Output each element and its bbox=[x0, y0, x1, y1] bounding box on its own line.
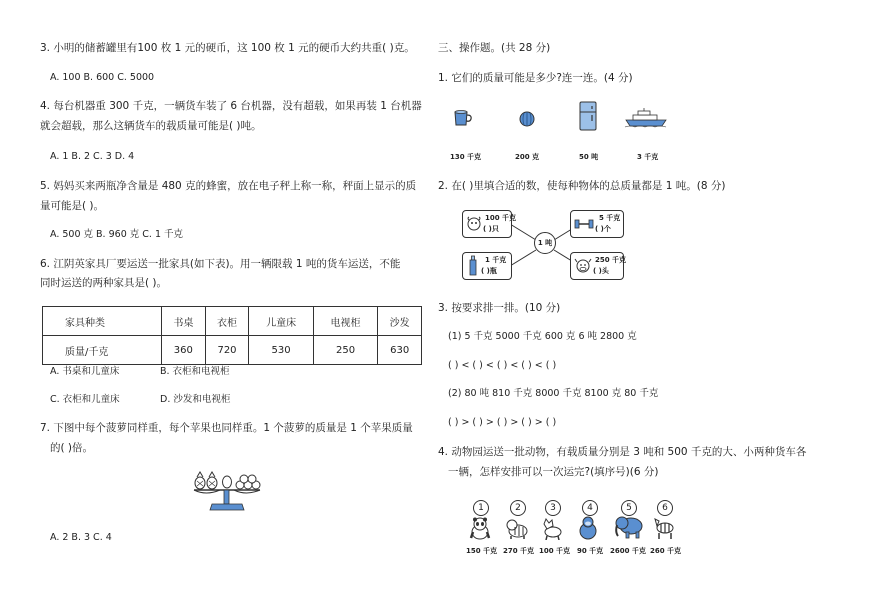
p4-line1: 4. 动物园运送一批动物，有载质量分别是 3 吨和 500 千克的大、小两种货车各 bbox=[438, 446, 807, 458]
q6-option-c: C. 衣柜和儿童床 bbox=[50, 394, 120, 405]
elephant-icon bbox=[614, 514, 644, 540]
animal-weight: 150 千克 bbox=[466, 547, 498, 555]
box-dumbbell bbox=[570, 210, 624, 238]
q6-line2: 同时运送的两种家具是( )。 bbox=[40, 277, 168, 289]
furniture-table bbox=[42, 306, 422, 365]
tiger-icon bbox=[505, 516, 529, 540]
p3-title: 3. 按要求排一排。(10 分) bbox=[438, 302, 561, 314]
animal-weight: 260 千克 bbox=[650, 547, 682, 555]
table-cell: 530 bbox=[249, 336, 313, 365]
q5-line1: 5. 妈妈买来两瓶净含量是 480 克的蜂蜜，放在电子秤上称一称，秤面上显示的质 bbox=[40, 180, 417, 192]
animal-weight: 2600 千克 bbox=[610, 547, 646, 555]
q6-line1: 6. 江阴英家具厂要运送一批家具(如下表)。用一辆限载 1 吨的货车运送，不能 bbox=[40, 258, 401, 270]
table-cell: 儿童床 bbox=[249, 307, 313, 336]
bottle-icon bbox=[468, 255, 478, 277]
q4-line1: 4. 每台机器重 300 千克，一辆货车装了 6 台机器，没有超载，如果再装 1 台机器 bbox=[40, 100, 422, 112]
box-weight: 1 千克 bbox=[485, 256, 507, 264]
box-blank: ( )只 bbox=[483, 225, 499, 233]
p3-blanks-1: ( ) < ( ) < ( ) < ( ) < ( ) bbox=[448, 360, 557, 371]
table-cell: 电视柜 bbox=[313, 307, 377, 336]
box-sheep bbox=[462, 210, 517, 238]
weight-label: 3 千克 bbox=[637, 153, 659, 161]
q7-line1: 7. 下图中每个菠萝同样重，每个苹果也同样重。1 个菠萝的质量是 1 个苹果质量 bbox=[40, 422, 413, 434]
table-cell: 360 bbox=[162, 336, 206, 365]
q3-options: A. 100 B. 600 C. 5000 bbox=[50, 72, 155, 83]
p3-blanks-2: ( ) > ( ) > ( ) > ( ) > ( ) bbox=[448, 417, 557, 428]
p2-title: 2. 在( )里填合适的数，使每种物体的总质量都是 1 吨。(8 分) bbox=[438, 180, 726, 192]
weight-label: 50 吨 bbox=[579, 153, 599, 161]
panda-icon bbox=[468, 516, 492, 540]
q5-line2: 量可能是( )。 bbox=[40, 200, 105, 212]
box-bottle bbox=[462, 252, 512, 280]
animal-weight: 90 千克 bbox=[577, 547, 604, 555]
balance-scale-icon bbox=[188, 470, 266, 514]
animal-weight: 100 千克 bbox=[539, 547, 571, 555]
sheep-icon bbox=[466, 216, 482, 232]
ship-icon bbox=[624, 108, 668, 128]
table-row bbox=[43, 336, 422, 365]
table-cell: 家具种类 bbox=[43, 307, 162, 336]
box-blank: ( )头 bbox=[593, 267, 609, 275]
p1-title: 1. 它们的质量可能是多少?连一连。(4 分) bbox=[438, 72, 633, 84]
p3-series-1: (1) 5 千克 5000 千克 600 克 6 吨 2800 克 bbox=[448, 331, 637, 342]
section-title: 三、操作题。(共 28 分) bbox=[438, 42, 551, 54]
table-cell: 630 bbox=[378, 336, 422, 365]
wolf-icon bbox=[541, 518, 563, 540]
zebra-icon bbox=[652, 516, 676, 540]
weight-label: 200 克 bbox=[515, 153, 540, 161]
table-cell: 沙发 bbox=[378, 307, 422, 336]
box-cow bbox=[570, 252, 627, 280]
table-cell: 书桌 bbox=[162, 307, 206, 336]
animal-number: 2 bbox=[510, 500, 526, 516]
animal-weight: 270 千克 bbox=[503, 547, 535, 555]
box-weight: 100 千克 bbox=[485, 214, 517, 222]
q4-options: A. 1 B. 2 C. 3 D. 4 bbox=[50, 151, 135, 162]
q3-text: 3. 小明的储蓄罐里有100 枚 1 元的硬币，这 100 枚 1 元的硬币大约共重( )克。 bbox=[40, 42, 415, 54]
table-cell: 质量/千克 bbox=[43, 336, 162, 365]
watermelon-icon bbox=[518, 110, 536, 128]
refrigerator-icon bbox=[578, 101, 598, 131]
table-cell: 720 bbox=[205, 336, 249, 365]
cow-icon bbox=[574, 257, 592, 275]
animal-number: 5 bbox=[621, 500, 637, 516]
box-blank: ( )个 bbox=[595, 225, 611, 233]
q7-options: A. 2 B. 3 C. 4 bbox=[50, 532, 112, 543]
q6-option-b: B. 衣柜和电视柜 bbox=[160, 366, 230, 377]
dumbbell-icon bbox=[574, 218, 594, 230]
animal-number: 6 bbox=[657, 500, 673, 516]
animal-number: 4 bbox=[582, 500, 598, 516]
q7-line2: 的( )倍。 bbox=[50, 442, 94, 454]
q4-line2: 就会超载，那么这辆货车的载质量可能是( )吨。 bbox=[40, 120, 262, 132]
table-row bbox=[43, 307, 422, 336]
p4-line2: 一辆，怎样安排可以一次运完?(填序号)(6 分) bbox=[448, 466, 659, 478]
box-weight: 5 千克 bbox=[599, 214, 621, 222]
box-blank: ( )瓶 bbox=[481, 267, 497, 275]
animal-number: 3 bbox=[545, 500, 561, 516]
p3-series-2: (2) 80 吨 810 千克 8000 千克 8100 克 80 千克 bbox=[448, 388, 659, 399]
box-weight: 250 千克 bbox=[595, 256, 627, 264]
q6-option-d: D. 沙发和电视柜 bbox=[160, 394, 231, 405]
weight-label: 130 千克 bbox=[450, 153, 482, 161]
one-ton-circle: 1 吨 bbox=[534, 232, 556, 254]
gorilla-icon bbox=[576, 516, 600, 540]
table-cell: 250 bbox=[313, 336, 377, 365]
q6-option-a: A. 书桌和儿童床 bbox=[50, 366, 120, 377]
table-cell: 衣柜 bbox=[205, 307, 249, 336]
cup-icon bbox=[452, 110, 474, 128]
q5-options: A. 500 克 B. 960 克 C. 1 千克 bbox=[50, 229, 184, 240]
animal-number: 1 bbox=[473, 500, 489, 516]
